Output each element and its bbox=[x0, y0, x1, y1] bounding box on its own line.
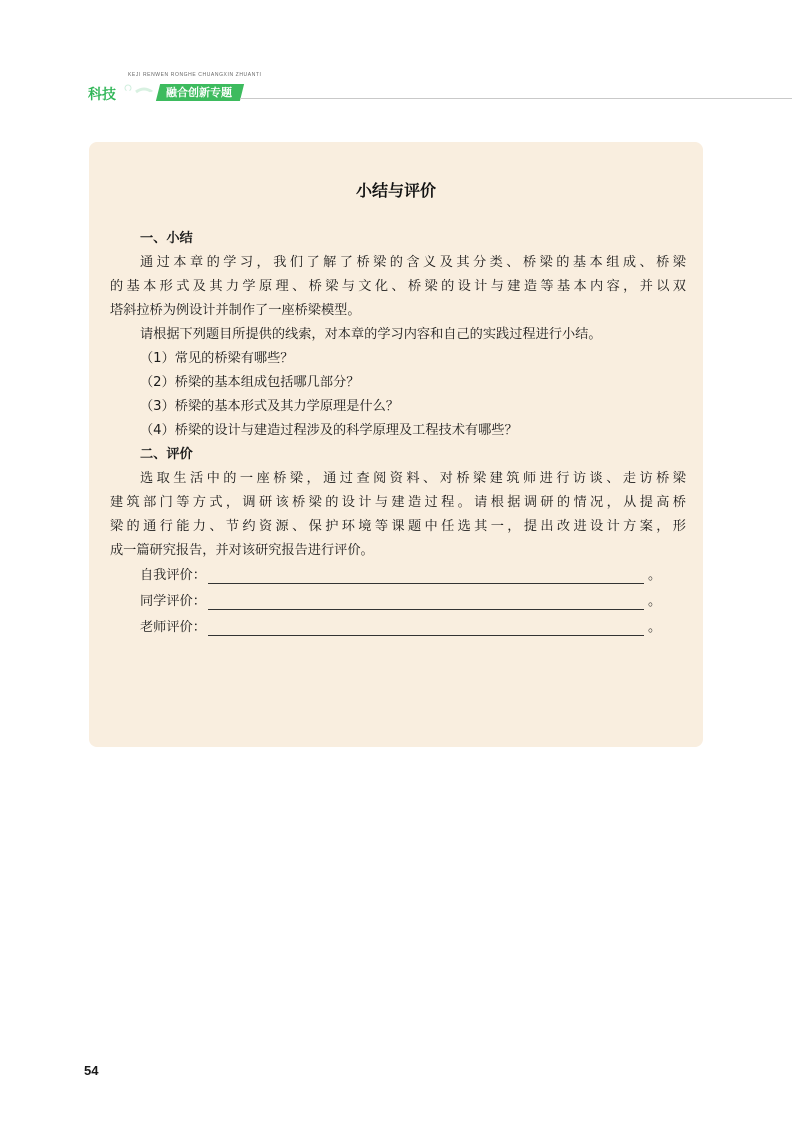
evaluation-text-line: 梁的通行能力、节约资源、保护环境等课题中任选其一，提出改进设计方案，形 bbox=[110, 519, 686, 534]
question-item: （3）桥梁的基本形式及其力学原理是什么？ bbox=[140, 399, 399, 414]
field-label: 自我评价： bbox=[140, 568, 206, 583]
summary-instruction: 请根据下列题目所提供的线索，对本章的学习内容和自己的实践过程进行小结。 bbox=[140, 327, 602, 342]
field-end-mark: 。 bbox=[647, 594, 662, 609]
panel-content bbox=[110, 227, 686, 641]
peer-evaluation-field bbox=[110, 589, 686, 615]
header-kicker: KEJI RENWEN RONGHE CHUANGXIN ZHUANTI bbox=[128, 72, 262, 78]
field-end-mark: 。 bbox=[647, 568, 662, 583]
summary-text-line: 塔斜拉桥为例设计并制作了一座桥梁模型。 bbox=[110, 303, 361, 318]
question-item: （2）桥梁的基本组成包括哪几部分？ bbox=[140, 375, 360, 390]
field-label: 同学评价： bbox=[140, 594, 206, 609]
teacher-evaluation-input[interactable] bbox=[208, 617, 644, 636]
panel-title: 小结与评价 bbox=[355, 181, 436, 200]
figure-logo-icon bbox=[120, 83, 158, 101]
field-end-mark: 。 bbox=[647, 620, 662, 635]
evaluation-text-line: 成一篇研究报告，并对该研究报告进行评价。 bbox=[110, 543, 374, 558]
page-header bbox=[0, 72, 800, 108]
header-tag bbox=[156, 84, 244, 101]
self-evaluation-input[interactable] bbox=[208, 565, 644, 584]
summary-panel bbox=[89, 142, 703, 747]
teacher-evaluation-field bbox=[110, 615, 686, 641]
question-item: （1）常见的桥梁有哪些？ bbox=[140, 351, 294, 366]
evaluation-text-line: 建筑部门等方式，调研该桥梁的设计与建造过程。请根据调研的情况，从提高桥 bbox=[110, 495, 686, 510]
page-number: 54 bbox=[84, 1063, 99, 1078]
evaluation-text-line: 选取生活中的一座桥梁，通过查阅资料、对桥梁建筑师进行访谈、走访桥梁 bbox=[140, 471, 686, 486]
summary-text-line: 的基本形式及其力学原理、桥梁与文化、桥梁的设计与建造等基本内容，并以双 bbox=[110, 279, 686, 294]
header-tag-label: 融合创新专题 bbox=[166, 86, 232, 99]
header-brand: 科技 bbox=[88, 86, 116, 102]
peer-evaluation-input[interactable] bbox=[208, 591, 644, 610]
evaluation-heading: 二、评价 bbox=[140, 447, 193, 462]
summary-heading: 一、小结 bbox=[140, 231, 193, 246]
field-label: 老师评价： bbox=[140, 620, 206, 635]
summary-text-line: 通过本章的学习，我们了解了桥梁的含义及其分类、桥梁的基本组成、桥梁 bbox=[140, 255, 686, 270]
question-item: （4）桥梁的设计与建造过程涉及的科学原理及工程技术有哪些？ bbox=[140, 423, 518, 438]
header-divider bbox=[240, 98, 792, 99]
self-evaluation-field bbox=[110, 563, 686, 589]
